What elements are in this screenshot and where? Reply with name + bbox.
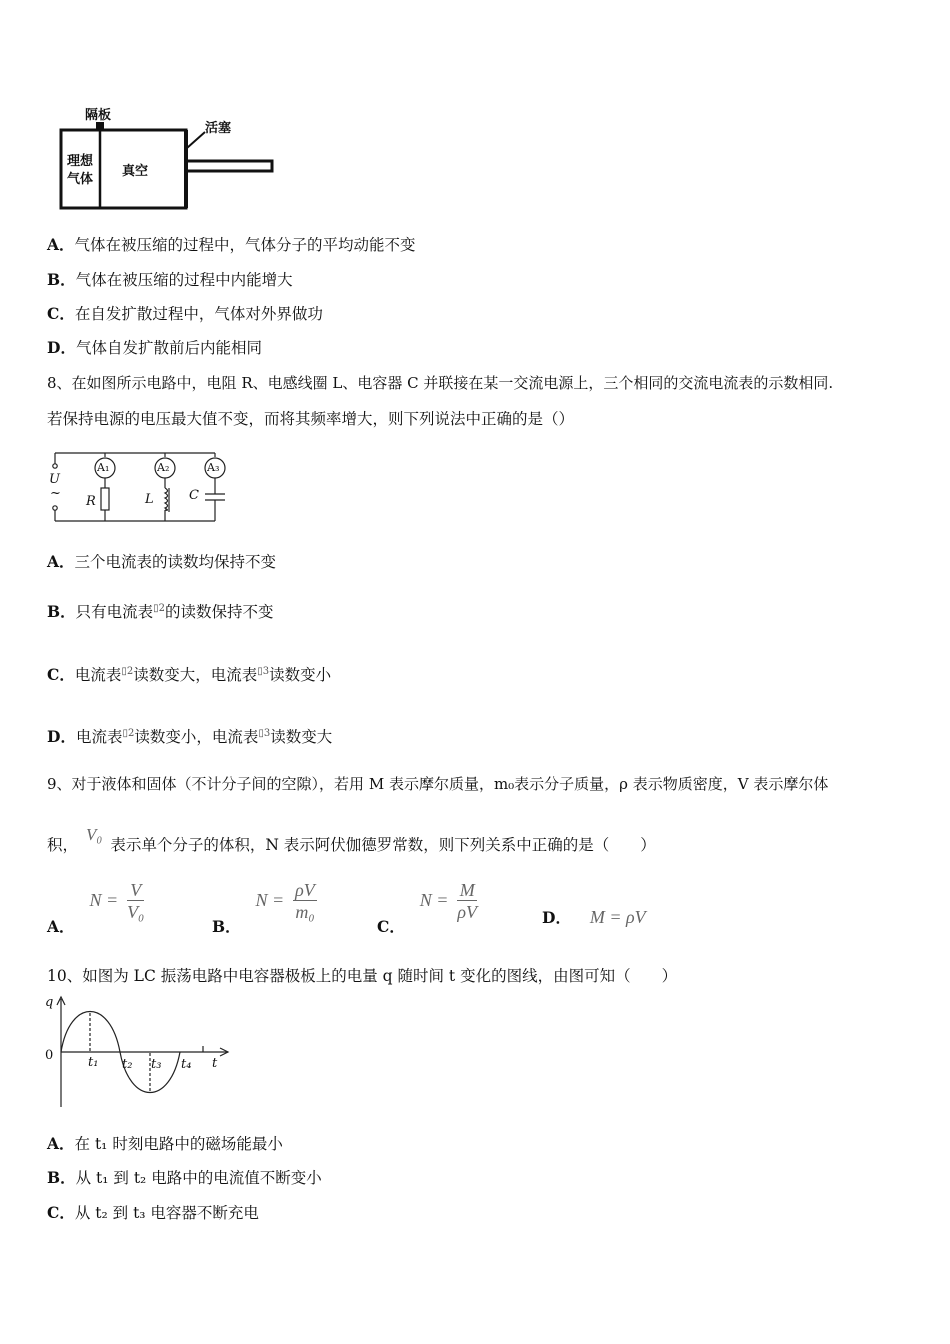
partition-label: 隔板 — [85, 108, 112, 123]
q7-option-b: B．气体在被压缩的过程中内能增大 — [47, 270, 293, 289]
q8-stem-line1: 8、在如图所示电路中，电阻 R、电感线圈 L、电容器 C 并联接在某一交流电源上，三个相同的交流电流表的示数相同. — [47, 374, 834, 392]
q9-option-b: B． N = $\frac{\rho V}{\text{m₀}}$ — [212, 880, 315, 936]
capacitor-label: C — [189, 488, 199, 503]
resistor-label: R — [86, 494, 96, 509]
ammeter-a2-label: A₂ — [157, 461, 170, 474]
q10-graph-figure — [40, 993, 240, 1113]
graph-y-label: q — [45, 995, 54, 1010]
q9-stem-line2: 积，V₀表示单个分子的体积，N 表示阿伏伽德罗常数，则下列关系中正确的是（ ） — [47, 825, 656, 854]
q8-circuit-figure — [45, 448, 235, 528]
q9-option-c: C． N = $\frac{M}{\rho V}$ — [377, 880, 478, 936]
q10-option-c: C．从 t₂ 到 t₃ 电容器不断充电 — [47, 1203, 259, 1222]
graph-x-label: t — [212, 1056, 218, 1071]
q8-option-b: B．只有电流表$^{▯2}$的读数保持不变 — [47, 602, 274, 622]
gas-label-2: 气体 — [67, 172, 94, 187]
q8-option-d: D．电流表$^{▯2}$读数变小，电流表$^{▯3}$读数变大 — [47, 727, 333, 747]
graph-tick-t4: t₄ — [181, 1057, 192, 1072]
ammeter-glyph-icon: ▯ — [258, 728, 264, 739]
q7-option-c: C．在自发扩散过程中，气体对外界做功 — [47, 304, 323, 323]
inductor-label: L — [145, 492, 154, 507]
ammeter-glyph-icon: ▯ — [153, 603, 159, 614]
q8-stem-line2: 若保持电源的电压最大值不变，而将其频率增大，则下列说法中正确的是（） — [47, 410, 575, 428]
q10-stem: 10、如图为 LC 振荡电路中电容器极板上的电量 q 随时间 t 变化的图线，由图可知（ ） — [47, 967, 678, 985]
q10-option-b: B．从 t₁ 到 t₂ 电路中的电流值不断变小 — [47, 1168, 322, 1187]
q9-option-d: D． M = ρV — [542, 907, 646, 927]
graph-tick-t1: t₁ — [88, 1055, 99, 1070]
graph-tick-t2: t₂ — [122, 1057, 133, 1072]
q8-option-a: A．三个电流表的读数均保持不变 — [47, 552, 277, 571]
q-t-graph — [40, 993, 240, 1113]
ammeter-glyph-icon: ▯ — [257, 666, 263, 677]
q7-option-d: D．气体自发扩散前后内能相同 — [47, 338, 262, 357]
piston-figure — [55, 100, 285, 215]
vacuum-label: 真空 — [122, 164, 149, 179]
q8-option-c: C．电流表$^{▯2}$读数变大，电流表$^{▯3}$读数变小 — [47, 665, 332, 685]
gas-label-1: 理想 — [67, 154, 94, 169]
ammeter-glyph-icon: ▯ — [121, 666, 127, 677]
circuit-diagram — [45, 448, 235, 528]
q10-option-a: A．在 t₁ 时刻电路中的磁场能最小 — [47, 1134, 283, 1153]
piston-label: 活塞 — [205, 121, 232, 136]
q9-stem-line1: 9、对于液体和固体（不计分子间的空隙），若用 M 表示摩尔质量，m₀表示分子质量，ρ 表示物质密度，V 表示摩尔体 — [47, 775, 829, 793]
ammeter-glyph-icon: ▯ — [122, 728, 128, 739]
source-u-label: U — [49, 472, 60, 487]
ammeter-a1-label: A₁ — [97, 461, 110, 474]
ac-symbol: ~ — [50, 486, 61, 501]
ammeter-a3-label: A₃ — [207, 461, 220, 474]
graph-origin-label: 0 — [45, 1048, 54, 1063]
q7-option-a: A．气体在被压缩的过程中，气体分子的平均动能不变 — [47, 235, 416, 254]
graph-tick-t3: t₃ — [151, 1057, 162, 1072]
q9-option-a: A． N = $\frac{V}{\text{V₀}}$ — [47, 880, 145, 936]
